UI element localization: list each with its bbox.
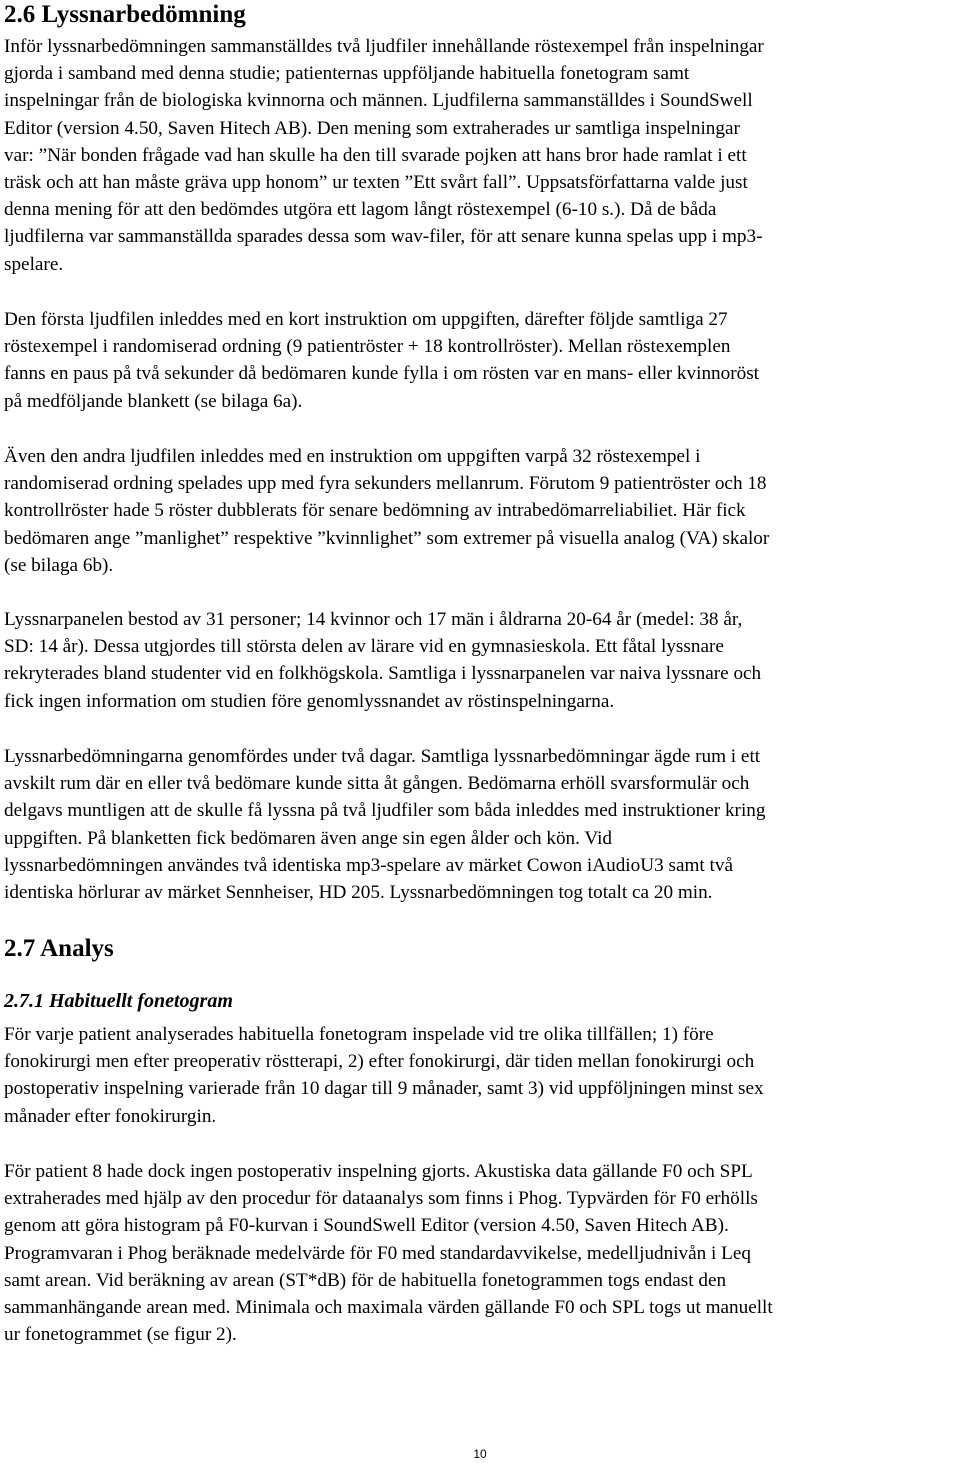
text-line: (se bilaga 6b).: [4, 554, 114, 576]
text-line: sammanhängande arean med. Minimala och maximala värden gällande F0 och SPL togs ut manuellt: [4, 1297, 773, 1319]
text-line: fanns en paus på två sekunder då bedömaren kunde fylla i om rösten var en mans- eller kvinnoröst: [4, 363, 760, 385]
text-line: ur fonetogrammet (se figur 2).: [4, 1324, 237, 1346]
text-line: träsk och att han måste gräva upp honom” ur texten ”Ett svårt fall”. Uppsatsförfattarna valde just: [4, 172, 748, 194]
text-line: Lyssnarpanelen bestod av 31 personer; 14 kvinnor och 17 män i åldrarna 20-64 år (medel: 38 år,: [4, 609, 743, 630]
paragraph-habitual-phonetogram: [4, 1021, 956, 1130]
text-line: kontrollröster hade 5 röster dubblerats för senare bedömning av intrabedömarreliabiliet. Här fick: [4, 500, 746, 522]
paragraph-first-audiofile: [4, 306, 956, 415]
text-line: fonokirurgi men efter preoperativ röstterapi, 2) efter fonokirurgi, där tiden mellan fonokirurgi och: [4, 1051, 755, 1073]
text-line: fick ingen information om studien före genomlyssnandet av röstinspelningarna.: [4, 690, 615, 712]
text-line: identiska hörlurar av märket Sennheiser, HD 205. Lyssnarbedömningen tog totalt ca 20 min.: [4, 882, 713, 904]
paragraph-intro: [4, 33, 956, 278]
text-line: lyssnarbedömningen användes två identiska mp3-spelare av märket Cowon iAudioU3 samt två: [4, 854, 733, 876]
text-line: röstexempel i randomiserad ordning (9 patientröster + 18 kontrollröster). Mellan röstexemplen: [4, 336, 731, 358]
text-line: För patient 8 hade dock ingen postoperativ inspelning gjorts. Akustiska data gällande F0 och SPL: [4, 1161, 753, 1182]
paragraph-second-audiofile: [4, 443, 956, 579]
paragraph-assessment-procedure: [4, 743, 956, 906]
text-line: spelare.: [4, 253, 64, 275]
section-heading-2-6: 2.6 Lyssnarbedömning: [4, 1, 246, 28]
text-line: inspelningar från de biologiska kvinnorna och männen. Ljudfilerna sammanställdes i SoundSwell: [4, 90, 753, 112]
text-line: Den första ljudfilen inleddes med en kort instruktion om uppgiften, därefter följde samtliga 27: [4, 309, 728, 330]
text-line: rekryterades bland studenter vid en folkhögskola. Samtliga i lyssnarpanelen var naiva lyssnare och: [4, 663, 762, 685]
text-line: Programvaran i Phog beräknade medelvärde för F0 med standardavvikelse, medelljudnivån i Leq: [4, 1242, 752, 1264]
paragraph-acoustic-data: [4, 1158, 956, 1348]
paragraph-listener-panel: [4, 606, 956, 715]
text-line: För varje patient analyserades habituella fonetogram inspelade vid tre olika tillfällen; 1) före: [4, 1024, 714, 1045]
text-line: månader efter fonokirurgin.: [4, 1105, 217, 1127]
text-line: Inför lyssnarbedömningen sammanställdes två ljudfiler innehållande röstexempel från inspelningar: [4, 36, 764, 57]
text-line: avskilt rum där en eller två bedömare kunde sitta åt gången. Bedömarna erhöll svarsformulär och: [4, 773, 750, 795]
text-line: Även den andra ljudfilen inleddes med en instruktion om uppgiften varpå 32 röstexempel i: [4, 446, 701, 467]
text-line: postoperativ inspelning varierade från 10 dagar till 9 månader, samt 3) vid uppföljningen minst sex: [4, 1078, 764, 1100]
text-line: extraherades med hjälp av den procedur för dataanalys som finns i Phog. Typvärden för F0 erhölls: [4, 1188, 758, 1210]
text-line: gjorda i samband med denna studie; patienternas uppföljande habituella fonetogram samt: [4, 63, 690, 85]
text-line: randomiserad ordning spelades upp med fyra sekunders mellanrum. Förutom 9 patientröster och 18: [4, 473, 767, 495]
text-line: Lyssnarbedömningarna genomfördes under två dagar. Samtliga lyssnarbedömningar ägde rum i ett: [4, 746, 761, 767]
text-line: delgavs muntligen att de skulle få lyssna på två ljudfiler som båda inleddes med instruktioner kring: [4, 800, 766, 822]
text-line: på medföljande blankett (se bilaga 6a).: [4, 390, 303, 412]
text-line: Editor (version 4.50, Saven Hitech AB). Den mening som extraherades ur samtliga inspelningar: [4, 117, 740, 139]
text-line: SD: 14 år). Dessa utgjordes till största delen av lärare vid en gymnasieskola. Ett fåtal lyssnare: [4, 636, 724, 658]
text-line: uppgiften. På blanketten fick bedömaren även ange sin egen ålder och kön. Vid: [4, 827, 613, 849]
subsection-heading-2-7-1: 2.7.1 Habituellt fonetogram: [4, 990, 233, 1012]
text-line: denna mening för att den bedömdes utgöra ett lagom långt röstexempel (6-10 s.). Då de båda: [4, 199, 717, 221]
text-line: bedömaren ange ”manlighet” respektive ”kvinnlighet” som extremer på visuella analog (VA) skalor: [4, 527, 770, 549]
section-heading-2-7: 2.7 Analys: [4, 935, 114, 962]
text-line: var: ”När bonden frågade vad han skulle ha den till svarade pojken att hans bror hade ramlat i ett: [4, 144, 747, 166]
text-line: ljudfilerna var sammanställda sparades dessa som wav-filer, för att senare kunna spelas upp i mp3-: [4, 226, 763, 248]
text-line: genom att göra histogram på F0-kurvan i SoundSwell Editor (version 4.50, Saven Hitech AB).: [4, 1215, 729, 1237]
page-number: 10: [473, 1447, 487, 1461]
text-line: samt arean. Vid beräkning av arean (ST*dB) för de habituella fonetogrammen togs endast den: [4, 1269, 727, 1291]
